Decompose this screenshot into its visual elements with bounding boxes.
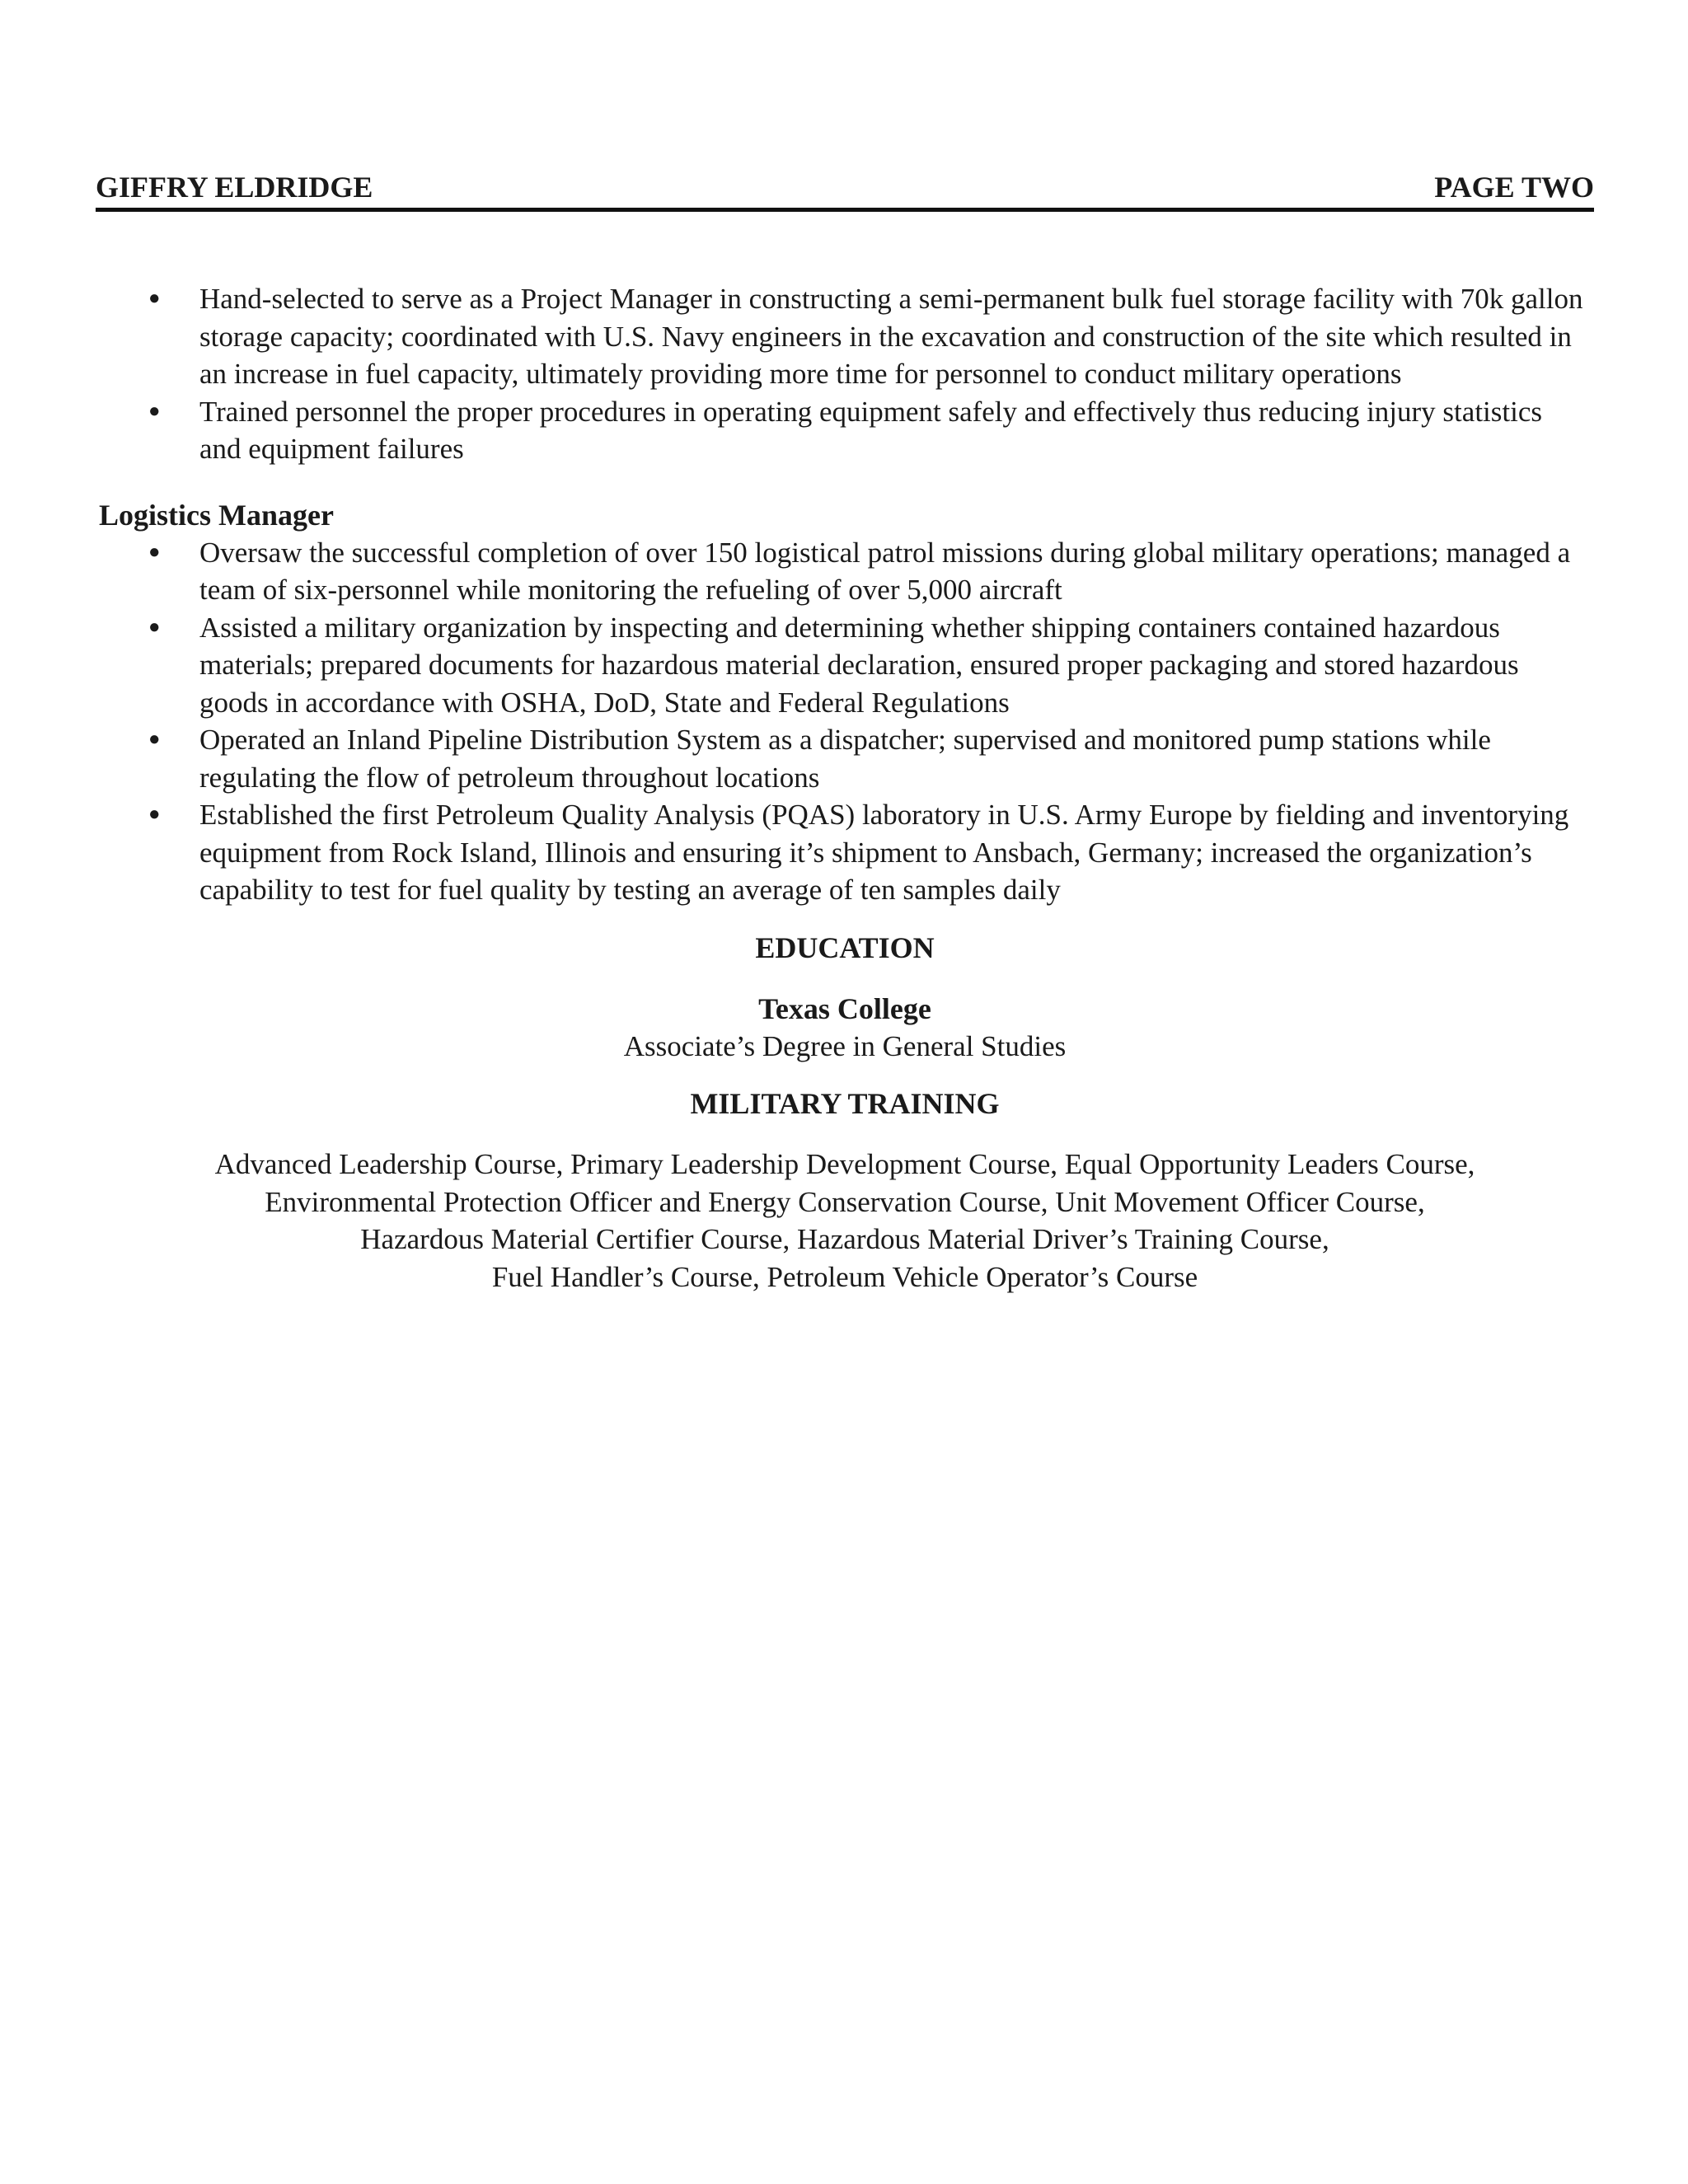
degree-name: Associate’s Degree in General Studies	[623, 1029, 1067, 1062]
list-item: ● Operated an Inland Pipeline Distribution System as a dispatcher; supervised and monitored pump stations while regulating the flow of petroleum throughout locations	[199, 721, 1591, 796]
military-training-heading: MILITARY TRAINING	[690, 1087, 1000, 1120]
role-title: Logistics Manager	[99, 498, 334, 532]
list-item: ● Trained personnel the proper procedures in operating equipment safely and effectively thus reducing injury statistics and equipment failures	[199, 393, 1591, 468]
page-content	[99, 280, 1591, 1296]
training-line: Fuel Handler’s Course, Petroleum Vehicle Operator’s Course	[491, 1260, 1198, 1293]
training-line: Environmental Protection Officer and Energy Conservation Course, Unit Movement Officer Course,	[265, 1185, 1425, 1218]
header-name: GIFFRY ELDRIDGE	[96, 171, 373, 204]
school-name: Texas College	[758, 991, 931, 1025]
training-line: Advanced Leadership Course, Primary Leadership Development Course, Equal Opportunity Leaders Course,	[214, 1148, 1475, 1180]
training-line: Hazardous Material Certifier Course, Hazardous Material Driver’s Training Course,	[360, 1223, 1329, 1255]
role-bullet-list	[99, 534, 1591, 909]
education-heading: EDUCATION	[755, 930, 935, 964]
list-item: ● Hand-selected to serve as a Project Manager in constructing a semi-permanent bulk fuel storage facility with 70k gallon storage capacity; coordinated with U.S. Navy engineers in the excavation and construction of the site which resulted in an increase in fuel capacity, ultimately providing more time for personnel to conduct military operations	[199, 280, 1591, 393]
list-item: ● Assisted a military organization by inspecting and determining whether shipping containers contained hazardous materials; prepared documents for hazardous material declaration, ensured proper packaging and stored hazardous goods in accordance with OSHA, DoD, State and Federal Regulations	[199, 609, 1591, 722]
continued-bullet-list	[99, 280, 1591, 468]
list-item: ● Established the first Petroleum Quality Analysis (PQAS) laboratory in U.S. Army Europe by fielding and inventorying equipment from Rock Island, Illinois and ensuring it’s shipment to Ansbach, Germany; increased the organization’s capability to test for fuel quality by testing an average of ten samples daily	[199, 796, 1591, 909]
page-header	[96, 170, 1594, 212]
list-item: ● Oversaw the successful completion of over 150 logistical patrol missions during global military operations; managed a team of six-personnel while monitoring the refueling of over 5,000 aircraft	[199, 534, 1591, 609]
training-list	[99, 1146, 1591, 1296]
header-page-label: PAGE TWO	[1434, 171, 1594, 204]
